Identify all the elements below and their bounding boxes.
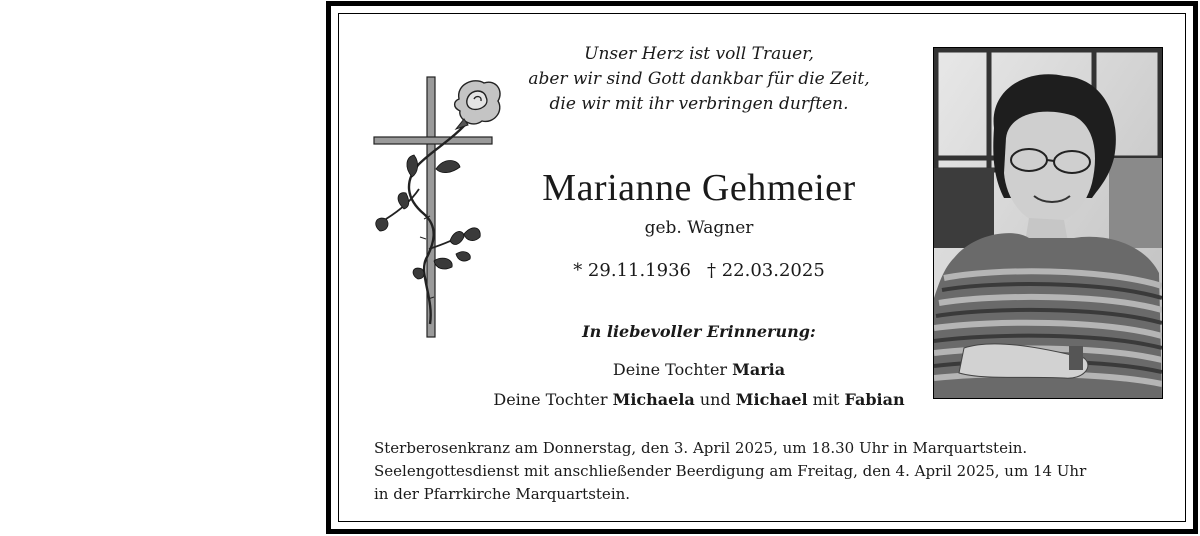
mourner-relation: Deine Tochter [493, 390, 613, 409]
service-notice [374, 437, 1154, 506]
verse-line: die wir mit ihr verbringen durften. [549, 94, 849, 114]
notice-line: Seelengottesdienst mit anschließender Beerdigung am Freitag, den 4. April 2025, um 14 Uhr [374, 462, 1087, 480]
death-date: † 22.03.2025 [707, 260, 825, 281]
mourner-line [489, 360, 909, 379]
life-dates [489, 260, 909, 281]
mourner-name: Michael [735, 390, 808, 409]
mourner-name: Fabian [844, 390, 905, 409]
obituary-inner-frame [338, 13, 1186, 522]
portrait-photo [933, 47, 1163, 399]
birth-date: * 29.11.1936 [573, 260, 691, 281]
mourner-line [489, 390, 909, 409]
notice-line: in der Pfarrkirche Marquartstein. [374, 485, 631, 503]
mourner-name: Michaela [612, 390, 695, 409]
obituary-card [326, 1, 1198, 534]
verse-line: Unser Herz ist voll Trauer, [584, 44, 814, 64]
birth-name: geb. Wagner [644, 218, 754, 238]
memorial-verse [489, 42, 909, 117]
mourner-connector: und [694, 390, 736, 409]
mourner-name: Maria [732, 360, 786, 379]
mourner-connector: mit [807, 390, 845, 409]
deceased-name: Marianne Gehmeier [542, 167, 856, 209]
verse-line: aber wir sind Gott dankbar für die Zeit, [528, 69, 870, 89]
memory-heading: In liebevoller Erinnerung: [582, 322, 816, 341]
notice-line: Sterberosenkranz am Donnerstag, den 3. April 2025, um 18.30 Uhr in Marquartstein. [374, 439, 1028, 457]
mourner-relation: Deine Tochter [612, 360, 733, 379]
